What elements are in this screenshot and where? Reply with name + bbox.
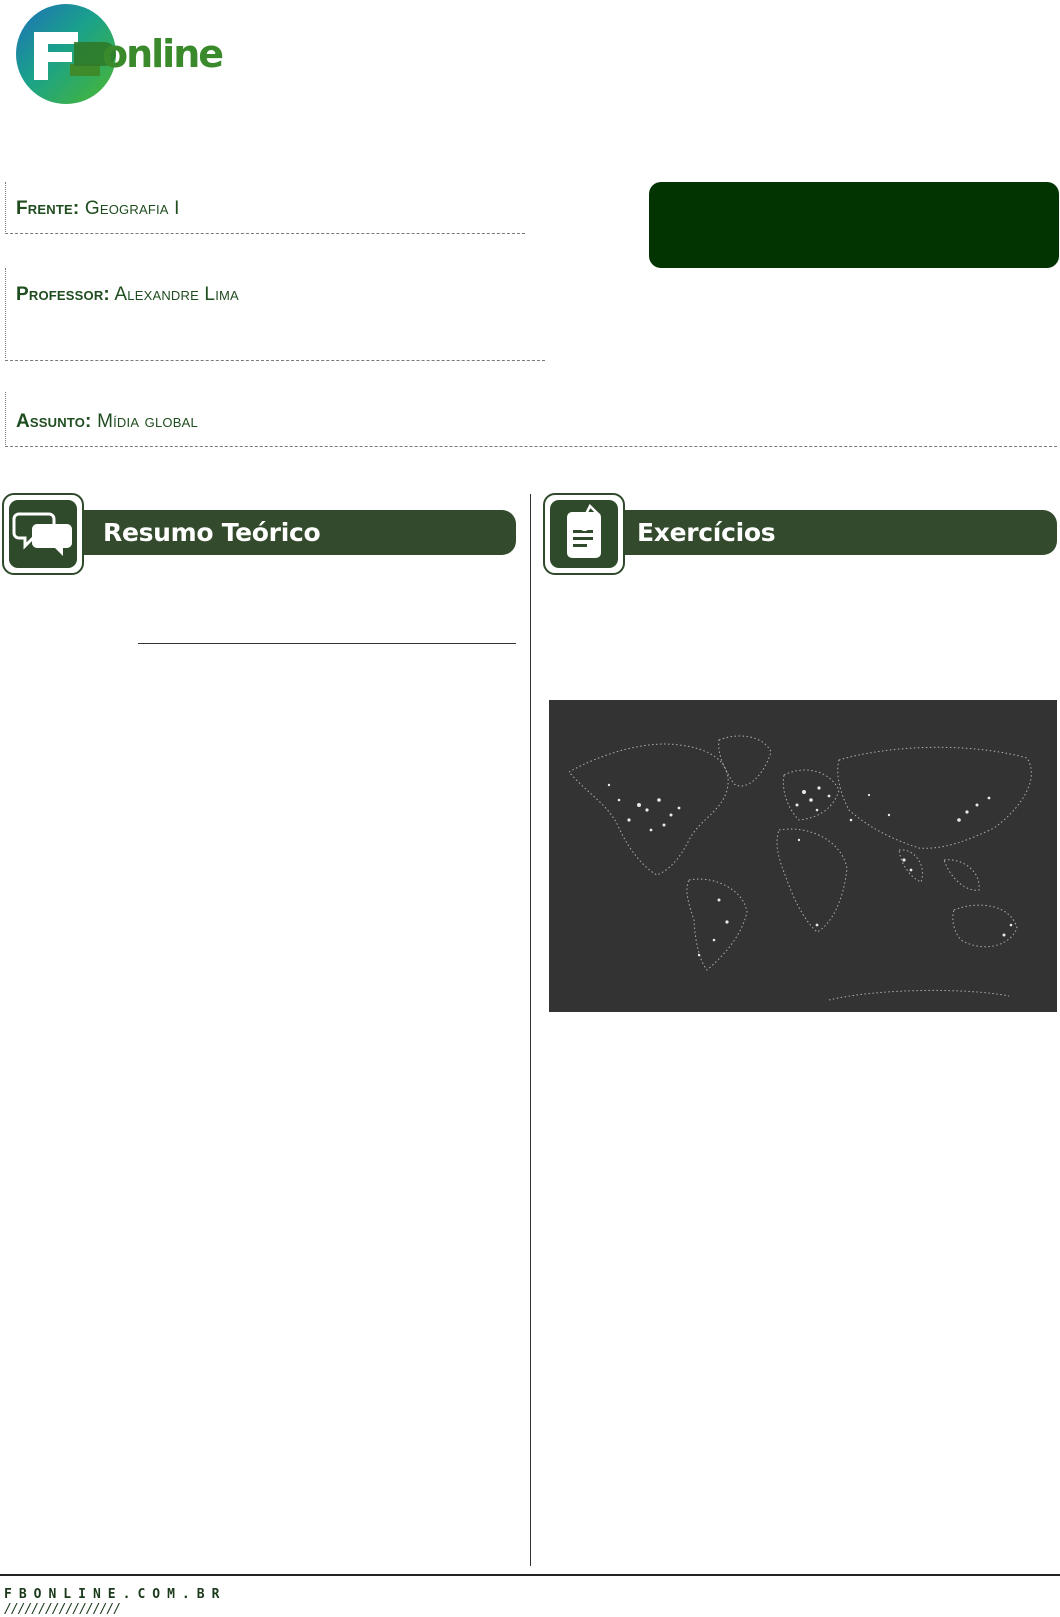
professor-label: Professor:	[16, 284, 110, 305]
logo-word: online	[102, 32, 223, 76]
resumo-teorico-banner	[2, 493, 516, 575]
frente-field	[16, 198, 180, 220]
frente-value: Geografia I	[84, 198, 180, 219]
speech-bubbles-icon	[9, 500, 77, 568]
assunto-value: Mídia global	[97, 411, 198, 432]
assunto-field	[16, 411, 198, 433]
icon-frame	[2, 493, 84, 575]
dotted-margin	[5, 182, 6, 232]
column-divider	[530, 494, 531, 1566]
exercicios-title: Exercícios	[637, 518, 776, 547]
dashed-separator	[5, 360, 545, 361]
footer-rule	[0, 1574, 1060, 1576]
dashed-separator	[5, 446, 1057, 447]
professor-value: Alexandre Lima	[114, 284, 239, 305]
professor-field	[16, 284, 239, 306]
footer-site-url: FBONLINE.COM.BR	[4, 1587, 227, 1602]
banner-bar	[619, 510, 1057, 555]
banner-bar	[78, 510, 516, 555]
fb-online-logo	[14, 2, 224, 106]
icon-frame	[543, 493, 625, 575]
dashed-separator	[5, 233, 525, 234]
frente-label: Frente:	[16, 198, 80, 219]
dotted-margin	[5, 268, 6, 358]
dotted-margin	[5, 392, 6, 447]
resumo-underline	[138, 643, 516, 644]
world-night-lights-map	[549, 700, 1057, 1012]
green-header-box	[649, 182, 1059, 268]
footer-slashes: /////////////////	[4, 1602, 121, 1617]
exercicios-banner	[543, 493, 1057, 575]
assunto-label: Assunto:	[16, 411, 92, 432]
notepad-clip-icon	[550, 500, 618, 568]
resumo-teorico-title: Resumo Teórico	[103, 518, 321, 547]
